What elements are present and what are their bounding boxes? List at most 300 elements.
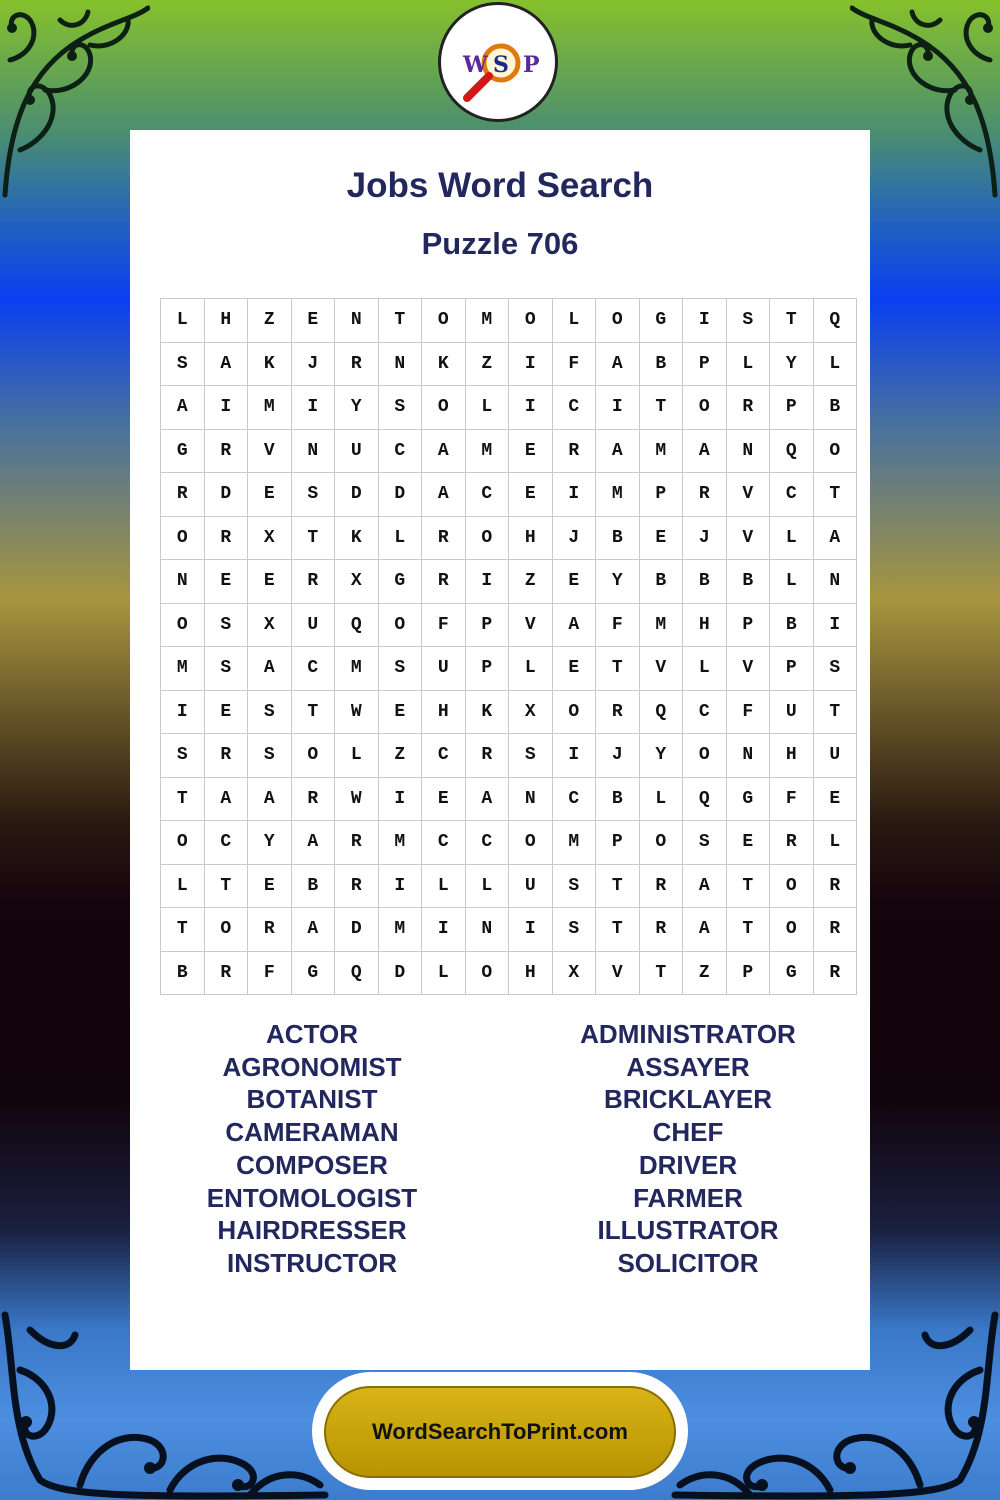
grid-cell[interactable]: L: [552, 299, 596, 343]
grid-row: [161, 299, 857, 343]
grid-cell[interactable]: R: [291, 777, 335, 821]
grid-cell[interactable]: S: [378, 647, 422, 691]
grid-cell[interactable]: O: [378, 603, 422, 647]
grid-cell[interactable]: M: [378, 821, 422, 865]
grid-cell[interactable]: G: [291, 951, 335, 995]
grid-cell[interactable]: R: [726, 386, 770, 430]
grid-cell[interactable]: O: [422, 386, 466, 430]
grid-cell[interactable]: T: [639, 386, 683, 430]
grid-cell[interactable]: E: [291, 299, 335, 343]
grid-cell[interactable]: U: [335, 429, 379, 473]
grid-cell[interactable]: T: [813, 473, 857, 517]
grid-cell[interactable]: B: [639, 560, 683, 604]
grid-cell[interactable]: C: [770, 473, 814, 517]
grid-cell[interactable]: T: [161, 777, 205, 821]
logo-letter-p: P: [523, 52, 540, 78]
grid-cell[interactable]: M: [465, 429, 509, 473]
grid-row: [161, 560, 857, 604]
grid-cell[interactable]: K: [248, 342, 292, 386]
grid-cell[interactable]: I: [204, 386, 248, 430]
grid-cell[interactable]: L: [813, 342, 857, 386]
grid-cell[interactable]: S: [248, 734, 292, 778]
grid-cell[interactable]: N: [291, 429, 335, 473]
puzzle-sheet: [130, 130, 870, 1370]
grid-cell[interactable]: Z: [509, 560, 553, 604]
grid-cell[interactable]: E: [248, 864, 292, 908]
grid-cell[interactable]: E: [248, 473, 292, 517]
grid-row: [161, 864, 857, 908]
grid-cell[interactable]: B: [596, 516, 640, 560]
grid-cell[interactable]: I: [378, 777, 422, 821]
grid-cell[interactable]: K: [335, 516, 379, 560]
grid-cell[interactable]: S: [378, 386, 422, 430]
grid-cell[interactable]: A: [422, 429, 466, 473]
page-title: Jobs Word Search: [346, 166, 654, 205]
word-list-item: ASSAYER: [626, 1051, 750, 1082]
grid-cell[interactable]: R: [422, 560, 466, 604]
grid-cell[interactable]: S: [726, 299, 770, 343]
grid-cell[interactable]: T: [596, 908, 640, 952]
grid-cell[interactable]: V: [509, 603, 553, 647]
grid-cell[interactable]: A: [813, 516, 857, 560]
word-list-item: CAMERAMAN: [225, 1117, 399, 1148]
grid-row: [161, 473, 857, 517]
grid-cell[interactable]: B: [726, 560, 770, 604]
grid-cell[interactable]: C: [465, 821, 509, 865]
grid-cell[interactable]: P: [726, 603, 770, 647]
grid-cell[interactable]: R: [335, 821, 379, 865]
grid-cell[interactable]: A: [552, 603, 596, 647]
grid-cell[interactable]: M: [552, 821, 596, 865]
grid-cell[interactable]: M: [639, 429, 683, 473]
grid-cell[interactable]: R: [683, 473, 727, 517]
grid-cell[interactable]: L: [422, 951, 466, 995]
grid-cell[interactable]: C: [552, 386, 596, 430]
grid-row: [161, 734, 857, 778]
grid-cell[interactable]: P: [639, 473, 683, 517]
grid-row: [161, 342, 857, 386]
grid-cell[interactable]: B: [639, 342, 683, 386]
word-list-item: COMPOSER: [236, 1149, 388, 1180]
grid-cell[interactable]: R: [813, 864, 857, 908]
grid-cell[interactable]: U: [291, 603, 335, 647]
grid-cell[interactable]: R: [770, 821, 814, 865]
word-list-item: BRICKLAYER: [603, 1084, 773, 1115]
grid-cell[interactable]: N: [465, 908, 509, 952]
grid-cell[interactable]: R: [204, 734, 248, 778]
grid-cell[interactable]: D: [204, 473, 248, 517]
grid-row: [161, 690, 857, 734]
letter-grid: [160, 298, 857, 995]
grid-cell[interactable]: O: [770, 864, 814, 908]
grid-cell[interactable]: L: [161, 299, 205, 343]
grid-cell[interactable]: O: [770, 908, 814, 952]
grid-cell[interactable]: Z: [465, 342, 509, 386]
grid-cell[interactable]: G: [770, 951, 814, 995]
grid-cell[interactable]: T: [596, 864, 640, 908]
grid-cell[interactable]: Y: [770, 342, 814, 386]
logo-graphic: [441, 5, 555, 119]
grid-row: [161, 647, 857, 691]
grid-cell[interactable]: H: [509, 516, 553, 560]
grid-cell[interactable]: J: [552, 516, 596, 560]
grid-cell[interactable]: B: [596, 777, 640, 821]
grid-cell[interactable]: U: [770, 690, 814, 734]
grid-row: [161, 821, 857, 865]
grid-cell[interactable]: V: [248, 429, 292, 473]
grid-cell[interactable]: C: [552, 777, 596, 821]
grid-cell[interactable]: A: [204, 342, 248, 386]
grid-cell[interactable]: X: [509, 690, 553, 734]
grid-cell[interactable]: L: [726, 342, 770, 386]
grid-cell[interactable]: S: [813, 647, 857, 691]
grid-cell[interactable]: D: [378, 473, 422, 517]
grid-cell[interactable]: N: [161, 560, 205, 604]
grid-cell[interactable]: B: [683, 560, 727, 604]
word-list-right: [538, 1018, 838, 1280]
grid-cell[interactable]: V: [726, 516, 770, 560]
grid-cell[interactable]: O: [639, 821, 683, 865]
grid-cell[interactable]: O: [161, 603, 205, 647]
grid-cell[interactable]: O: [161, 821, 205, 865]
grid-cell[interactable]: G: [161, 429, 205, 473]
grid-cell[interactable]: I: [509, 908, 553, 952]
grid-cell[interactable]: O: [465, 951, 509, 995]
grid-cell[interactable]: M: [378, 908, 422, 952]
grid-cell[interactable]: F: [726, 690, 770, 734]
site-logo[interactable]: [438, 2, 558, 122]
grid-cell[interactable]: S: [204, 603, 248, 647]
grid-cell[interactable]: R: [639, 864, 683, 908]
grid-cell[interactable]: L: [378, 516, 422, 560]
grid-cell[interactable]: A: [291, 821, 335, 865]
grid-cell[interactable]: T: [204, 864, 248, 908]
grid-cell[interactable]: X: [248, 516, 292, 560]
grid-cell[interactable]: T: [378, 299, 422, 343]
grid-cell[interactable]: Y: [596, 560, 640, 604]
grid-cell[interactable]: Y: [248, 821, 292, 865]
grid-cell[interactable]: T: [639, 951, 683, 995]
grid-cell[interactable]: S: [509, 734, 553, 778]
grid-cell[interactable]: T: [291, 690, 335, 734]
word-list-item: ENTOMOLOGIST: [206, 1182, 418, 1213]
grid-cell[interactable]: C: [465, 473, 509, 517]
grid-cell[interactable]: D: [335, 473, 379, 517]
grid-cell[interactable]: Q: [813, 299, 857, 343]
grid-cell[interactable]: A: [422, 473, 466, 517]
grid-cell[interactable]: B: [291, 864, 335, 908]
grid-cell[interactable]: E: [509, 429, 553, 473]
grid-cell[interactable]: A: [248, 777, 292, 821]
grid-row: [161, 908, 857, 952]
grid-cell[interactable]: N: [378, 342, 422, 386]
grid-cell[interactable]: U: [813, 734, 857, 778]
puzzle-number: Puzzle 706: [421, 226, 579, 261]
grid-cell[interactable]: I: [552, 734, 596, 778]
grid-cell[interactable]: E: [552, 647, 596, 691]
grid-cell[interactable]: B: [770, 603, 814, 647]
grid-row: [161, 386, 857, 430]
word-list-item: HAIRDRESSER: [217, 1215, 407, 1246]
grid-cell[interactable]: I: [552, 473, 596, 517]
grid-cell[interactable]: S: [161, 734, 205, 778]
grid-cell[interactable]: W: [335, 777, 379, 821]
grid-cell[interactable]: A: [683, 908, 727, 952]
grid-cell[interactable]: P: [465, 647, 509, 691]
grid-cell[interactable]: L: [465, 864, 509, 908]
grid-cell[interactable]: I: [596, 386, 640, 430]
grid-cell[interactable]: I: [422, 908, 466, 952]
website-link-button[interactable]: WordSearchToPrint.com: [324, 1386, 676, 1478]
grid-cell[interactable]: S: [161, 342, 205, 386]
grid-cell[interactable]: Q: [770, 429, 814, 473]
grid-row: [161, 951, 857, 995]
grid-cell[interactable]: U: [509, 864, 553, 908]
grid-cell[interactable]: O: [813, 429, 857, 473]
grid-cell[interactable]: C: [291, 647, 335, 691]
grid-cell[interactable]: O: [422, 299, 466, 343]
grid-cell[interactable]: F: [770, 777, 814, 821]
grid-cell[interactable]: B: [813, 386, 857, 430]
grid-cell[interactable]: K: [422, 342, 466, 386]
grid-cell[interactable]: W: [335, 690, 379, 734]
grid-cell[interactable]: R: [204, 516, 248, 560]
grid-cell[interactable]: R: [639, 908, 683, 952]
grid-cell[interactable]: L: [335, 734, 379, 778]
grid-cell[interactable]: T: [770, 299, 814, 343]
grid-cell[interactable]: U: [422, 647, 466, 691]
logo-letter-s: S: [493, 52, 509, 78]
word-list-item: FARMER: [633, 1182, 743, 1213]
grid-cell[interactable]: F: [422, 603, 466, 647]
grid-cell[interactable]: O: [291, 734, 335, 778]
grid-cell[interactable]: Z: [248, 299, 292, 343]
grid-cell[interactable]: P: [726, 951, 770, 995]
grid-cell[interactable]: R: [204, 951, 248, 995]
grid-cell[interactable]: R: [204, 429, 248, 473]
word-list-item: AGRONOMIST: [222, 1051, 402, 1082]
word-list-item: DRIVER: [638, 1149, 738, 1180]
grid-cell[interactable]: L: [770, 560, 814, 604]
grid-cell[interactable]: M: [161, 647, 205, 691]
grid-cell[interactable]: E: [726, 821, 770, 865]
grid-cell[interactable]: L: [465, 386, 509, 430]
grid-cell[interactable]: Z: [683, 951, 727, 995]
grid-cell[interactable]: F: [596, 603, 640, 647]
grid-cell[interactable]: Y: [639, 734, 683, 778]
corner-ornament-top-left: [0, 0, 150, 200]
word-list-item: INSTRUCTOR: [227, 1247, 397, 1278]
grid-cell[interactable]: L: [639, 777, 683, 821]
logo-letter-w: W: [463, 52, 488, 78]
grid-cell[interactable]: Q: [335, 951, 379, 995]
grid-cell[interactable]: R: [335, 342, 379, 386]
grid-cell[interactable]: V: [639, 647, 683, 691]
grid-cell[interactable]: I: [813, 603, 857, 647]
grid-row: [161, 603, 857, 647]
grid-cell[interactable]: J: [683, 516, 727, 560]
grid-cell[interactable]: N: [335, 299, 379, 343]
grid-cell[interactable]: I: [509, 386, 553, 430]
grid-cell[interactable]: A: [596, 429, 640, 473]
grid-cell[interactable]: D: [378, 951, 422, 995]
grid-cell[interactable]: P: [770, 647, 814, 691]
grid-cell[interactable]: C: [378, 429, 422, 473]
grid-cell[interactable]: E: [248, 560, 292, 604]
grid-cell[interactable]: F: [248, 951, 292, 995]
grid-cell[interactable]: A: [683, 864, 727, 908]
grid-cell[interactable]: S: [552, 864, 596, 908]
grid-cell[interactable]: P: [465, 603, 509, 647]
grid-cell[interactable]: L: [683, 647, 727, 691]
grid-cell[interactable]: X: [248, 603, 292, 647]
grid-cell[interactable]: A: [596, 342, 640, 386]
grid-cell[interactable]: S: [683, 821, 727, 865]
grid-row: [161, 516, 857, 560]
grid-cell[interactable]: L: [509, 647, 553, 691]
grid-cell[interactable]: Q: [639, 690, 683, 734]
grid-cell[interactable]: Q: [683, 777, 727, 821]
grid-cell[interactable]: R: [248, 908, 292, 952]
grid-cell[interactable]: F: [552, 342, 596, 386]
word-list-left: [162, 1018, 462, 1280]
grid-cell[interactable]: E: [422, 777, 466, 821]
grid-cell[interactable]: Y: [335, 386, 379, 430]
grid-cell[interactable]: C: [204, 821, 248, 865]
grid-cell[interactable]: P: [596, 821, 640, 865]
grid-cell[interactable]: A: [465, 777, 509, 821]
grid-cell[interactable]: N: [509, 777, 553, 821]
word-list-item: SOLICITOR: [617, 1247, 759, 1278]
grid-cell[interactable]: S: [291, 473, 335, 517]
grid-cell[interactable]: L: [813, 821, 857, 865]
grid-cell[interactable]: H: [204, 299, 248, 343]
grid-cell[interactable]: S: [552, 908, 596, 952]
grid-cell[interactable]: O: [161, 516, 205, 560]
grid-cell[interactable]: R: [291, 560, 335, 604]
grid-cell[interactable]: T: [161, 908, 205, 952]
grid-cell[interactable]: O: [465, 516, 509, 560]
grid-cell[interactable]: R: [813, 908, 857, 952]
grid-cell[interactable]: E: [813, 777, 857, 821]
grid-cell[interactable]: I: [378, 864, 422, 908]
grid-cell[interactable]: T: [726, 908, 770, 952]
grid-cell[interactable]: E: [378, 690, 422, 734]
grid-cell[interactable]: A: [161, 386, 205, 430]
grid-cell[interactable]: J: [596, 734, 640, 778]
grid-cell[interactable]: N: [726, 734, 770, 778]
grid-cell[interactable]: K: [465, 690, 509, 734]
grid-cell[interactable]: O: [552, 690, 596, 734]
grid-cell[interactable]: I: [161, 690, 205, 734]
word-list-item: BOTANIST: [246, 1084, 378, 1115]
grid-cell[interactable]: L: [422, 864, 466, 908]
grid-cell[interactable]: E: [509, 473, 553, 517]
grid-cell[interactable]: T: [596, 647, 640, 691]
grid-cell[interactable]: R: [596, 690, 640, 734]
grid-cell[interactable]: G: [639, 299, 683, 343]
grid-cell[interactable]: I: [465, 560, 509, 604]
grid-cell[interactable]: G: [378, 560, 422, 604]
grid-cell[interactable]: M: [639, 603, 683, 647]
grid-cell[interactable]: S: [248, 690, 292, 734]
grid-cell[interactable]: E: [204, 690, 248, 734]
grid-cell[interactable]: A: [204, 777, 248, 821]
grid-cell[interactable]: I: [509, 342, 553, 386]
grid-cell[interactable]: O: [509, 821, 553, 865]
grid-cell[interactable]: M: [335, 647, 379, 691]
grid-cell[interactable]: C: [422, 821, 466, 865]
grid-cell[interactable]: R: [335, 864, 379, 908]
grid-cell[interactable]: R: [465, 734, 509, 778]
grid-cell[interactable]: A: [291, 908, 335, 952]
grid-cell[interactable]: A: [683, 429, 727, 473]
grid-cell[interactable]: G: [726, 777, 770, 821]
grid-cell[interactable]: E: [204, 560, 248, 604]
grid-cell[interactable]: L: [770, 516, 814, 560]
grid-cell[interactable]: I: [683, 299, 727, 343]
grid-cell[interactable]: V: [726, 473, 770, 517]
grid-cell[interactable]: T: [813, 690, 857, 734]
grid-cell[interactable]: P: [683, 342, 727, 386]
grid-cell[interactable]: R: [813, 951, 857, 995]
grid-cell[interactable]: D: [335, 908, 379, 952]
grid-cell[interactable]: O: [509, 299, 553, 343]
grid-cell[interactable]: R: [422, 516, 466, 560]
grid-cell[interactable]: O: [683, 386, 727, 430]
grid-cell[interactable]: Z: [378, 734, 422, 778]
grid-cell[interactable]: S: [204, 647, 248, 691]
grid-cell[interactable]: X: [335, 560, 379, 604]
grid-cell[interactable]: B: [161, 951, 205, 995]
grid-cell[interactable]: E: [552, 560, 596, 604]
grid-cell[interactable]: H: [683, 603, 727, 647]
grid-cell[interactable]: L: [161, 864, 205, 908]
grid-cell[interactable]: H: [770, 734, 814, 778]
grid-cell[interactable]: N: [726, 429, 770, 473]
grid-cell[interactable]: M: [465, 299, 509, 343]
grid-cell[interactable]: O: [596, 299, 640, 343]
grid-cell[interactable]: P: [770, 386, 814, 430]
grid-cell[interactable]: Q: [335, 603, 379, 647]
grid-cell[interactable]: N: [813, 560, 857, 604]
grid-cell[interactable]: T: [291, 516, 335, 560]
word-list-item: ILLUSTRATOR: [597, 1215, 779, 1246]
grid-cell[interactable]: A: [248, 647, 292, 691]
word-list-item: ACTOR: [266, 1019, 358, 1049]
grid-cell[interactable]: C: [422, 734, 466, 778]
grid-cell[interactable]: X: [552, 951, 596, 995]
grid-cell[interactable]: V: [726, 647, 770, 691]
grid-cell[interactable]: H: [422, 690, 466, 734]
grid-cell[interactable]: O: [204, 908, 248, 952]
grid-cell[interactable]: R: [552, 429, 596, 473]
grid-cell[interactable]: J: [291, 342, 335, 386]
word-list-item: ADMINISTRATOR: [580, 1019, 796, 1049]
grid-cell[interactable]: H: [509, 951, 553, 995]
grid-cell[interactable]: M: [248, 386, 292, 430]
grid-cell[interactable]: R: [161, 473, 205, 517]
grid-row: [161, 429, 857, 473]
grid-row: [161, 777, 857, 821]
grid-cell[interactable]: E: [639, 516, 683, 560]
grid-cell[interactable]: T: [726, 864, 770, 908]
grid-cell[interactable]: M: [596, 473, 640, 517]
grid-cell[interactable]: O: [683, 734, 727, 778]
grid-cell[interactable]: I: [291, 386, 335, 430]
grid-cell[interactable]: V: [596, 951, 640, 995]
grid-cell[interactable]: C: [683, 690, 727, 734]
